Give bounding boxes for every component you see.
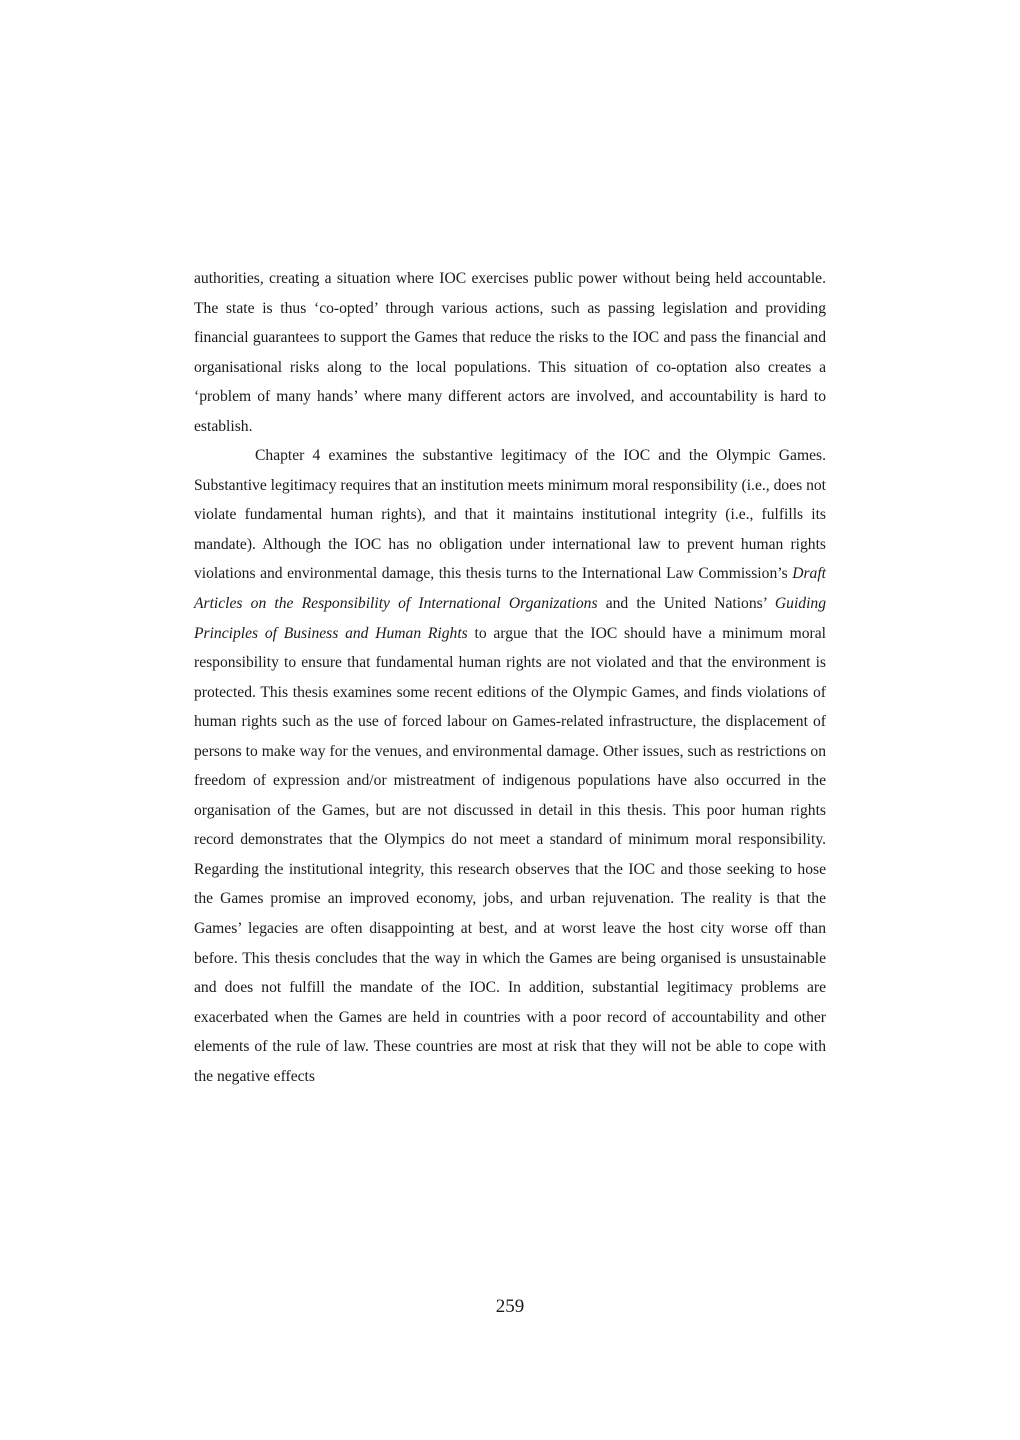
paragraph-continuation: authorities, creating a situation where IOC exercises public power without being held accountable. The state is thus ‘co-opted’ through various actions, such as passing legislation and providing financial guarantees to support the Games that reduce the risks to the IOC and pass the financial and organisational risks along to the local populations. This situation of co-optation also creates a ‘problem of many hands’ where many different actors are involved, and accountability is hard to establish. <box>194 270 826 435</box>
paragraph-text-segment: and the United Nations’ <box>597 595 775 613</box>
paragraph-text-segment: Chapter 4 examines the substantive legitimacy of the IOC and the Olympic Games. Substantive legitimacy requires that an institution meets minimum moral responsibility (i.e., does not violate fundamental human rights), and that it maintains institutional integrity (i.e., fulfills its mandate). Although the IOC has no obligation under international law to prevent human rights violations and environmental damage, this thesis turns to the International Law Commission’s <box>194 447 826 583</box>
page-number: 259 <box>495 1296 525 1317</box>
body-text <box>194 264 826 1091</box>
italic-title-guiding-principles: Guiding Principles of Business and Human Rights <box>194 595 827 642</box>
paragraph-chapter-4 <box>194 441 826 1091</box>
paragraph-text-segment: to argue that the IOC should have a minimum moral responsibility to ensure that fundamental human rights are not violated and that the environment is protected. This thesis examines some recent editions of the Olympic Games, and finds violations of human rights such as the use of forced labour on Games-related infrastructure, the displacement of persons to make way for the venues, and environmental damage. Other issues, such as restrictions on freedom of expression and/or mistreatment of indigenous populations have also occurred in the organisation of the Games, but are not discussed in detail in this thesis. This poor human rights record demonstrates that the Olympics do not meet a standard of minimum moral responsibility. Regarding the institutional integrity, this research observes that the IOC and those seeking to hose the Games promise an improved economy, jobs, and urban rejuvenation. The reality is that the Games’ legacies are often disappointing at best, and at worst leave the host city worse off than before. This thesis concludes that the way in which the Games are being organised is unsustainable and does not fulfill the mandate of the IOC. In addition, substantial legitimacy problems are exacerbated when the Games are held in countries with a poor record of accountability and other elements of the rule of law. These countries are most at risk that they will not be able to cope with the negative effects <box>194 624 827 1085</box>
italic-title-draft-articles: Draft Articles on the Responsibility of International Organizations <box>194 565 826 613</box>
